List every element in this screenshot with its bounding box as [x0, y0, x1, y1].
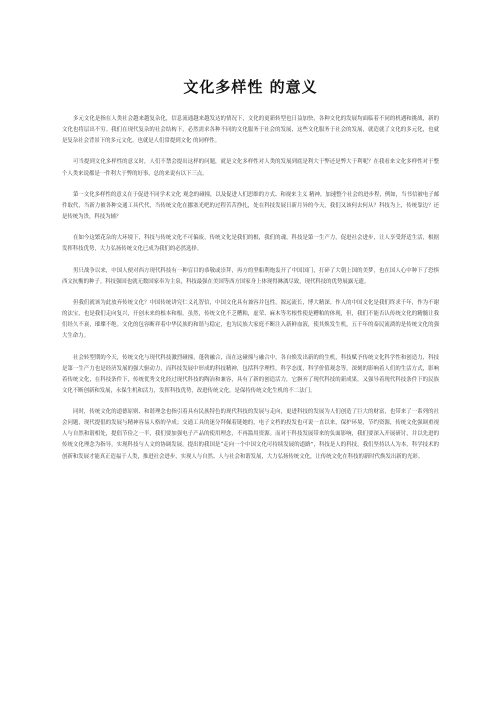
document-title: 文化多样性 的意义 [183, 78, 318, 96]
paragraph-2: 可当提到文化多样性的意义时，人们不禁会提出这样的问题，就是文化多样性对人类的发展到底是利大于弊还是弊大于利呢？在我看来文化多样性对于整个人类来说都是一件利大于弊的好事，总的来说有以下三点。 [62, 159, 439, 177]
paragraph-6: 但我们就该为此放弃传统文化？中国传统讲究仁义礼智信，中国文化具有兼容并包性，源远流长，博大精深。作人的中国文化是我们终求千年，作为不谢的法宝，也是我们走向复兴，开创未来的根本和根。虽然，传统文化不乏糟粕，虚荣、麻木等劣根性使是糟粕的体现，但，我们不能否认传统文化的精髓让我们经久不衰，璀璨不绝。文化的包容断祥着中华民族的和谐与稳定，也为民族大家庭不断注入新鲜血液，使其焕发生机，五千年的泰民流淌的是传统文化的强大生命力。 [62, 300, 439, 340]
paragraph-7: 社会转型期的今天，传统文化与现代科技激烈碰撞，蓬勃融合，而在这碰撞与融合中，各自焕发出新的的生机，科技赋予传统文化科学性和创造力，科技是第一生产力也是经济发展的强大驱动力，而科技发展中形成的科技精神，包括科学理性，科学态度，科学价值观念等，深刻的影响着人们的生活方式，影响着传统文化，在科技条件下，传统优秀文化经过现代科技的陶冶和兼容，具有了新的创造活力，它摒弃了现代科技的新成果，又强导着现代科技条件下的民族文化不断创新和发展，永保生机和活力，发挥科技优势，改进传统文化，是保持传统文化生机的不二法门。 [62, 354, 439, 394]
paragraph-1: 多元文化是指在人类社会越来越复杂化，信息流通越来越发达的情况下，文化的更新转型也日益加快，各种文化的发展均面临着不同的机遇和挑战，新的文化也将层出不穷。我们在现代复杂的社会结构下，必然需求各种不同的文化服务于社会的发展，这些文化服务于社会的发展，就造就了文化的多元化，也就是复杂社会背景下的多元文化。也就是人们常提到文化 的同样性。 [62, 116, 439, 145]
paragraph-5: 男只战争以来，中国人便对西方现代科技有一种盲目的恭敬或崇拜，再方的坚船利炮轰开了中国国门，打碎了大朝上国的美梦，也在国人心中种下了恐惧西文抗衡的种子。科技强国也就无数国家奉为主泉，科技最强在美国等西方国家身上体现得淋漓尽致，现代科技的优势展露无遗。 [62, 267, 439, 285]
paragraph-4: 在如今这繁花杂的大环境下，科技与传统文化不可偏废，传统文化是我们的根，我们的魂，科技是第一生产力，促进社会进步，让人享受舒适生活，根据发挥科技优势，大力弘扬传统文化已成为我们的必然选择。 [62, 235, 439, 253]
paragraph-8: 同时，传统文化的道德原则、和谐理念也指引着具有民族特色的现代科技的发展与走向，更进科技的发展为人们创造了巨大的财富，也带来了一系列的社会问题，现代提倡的发展与精神容易人格的孕成；交通工具的迷分拜佩着链她的，电子文档的投发也可说一直以来，保护环境，节约资源，传统文化强调重视人与自然和谐相处，提倡节俭之一半，我们要加强电子产品的使用理念，不再滥用资源。而对于科技发展带来的负面影响，我们要深入开展研讨，并以先进的传统文化理念为指导，实现科技与人文的协调发展。提出的我国是“走向一个中国文化可持续发展的道路”，科技是人的科技，我们坚持以人为本，科学技术的创新和发展才能真正造福于人类，推进社会进步，实现人与自然、人与社会和谐发展，大力弘扬传统文化，让传统文化在科技的新时代焕发出新的光彩。 [62, 409, 439, 460]
paragraph-3: 第一文化多样性的意义在于促进不同学术文化 观念的碰撞，以及促进人们思维的方式、和视来主义 精神，加速整个社会的进步程，例如，当书信被电子邮件取代，当新力被各种交通工具代代，当传统文化在挪塞光吧的过程苦苦挣扎，处在科技发展日新月异的今天，我们又该何去何从？科技为上，传统靠边？还是传统为贵，科技为辅？ [62, 191, 439, 221]
